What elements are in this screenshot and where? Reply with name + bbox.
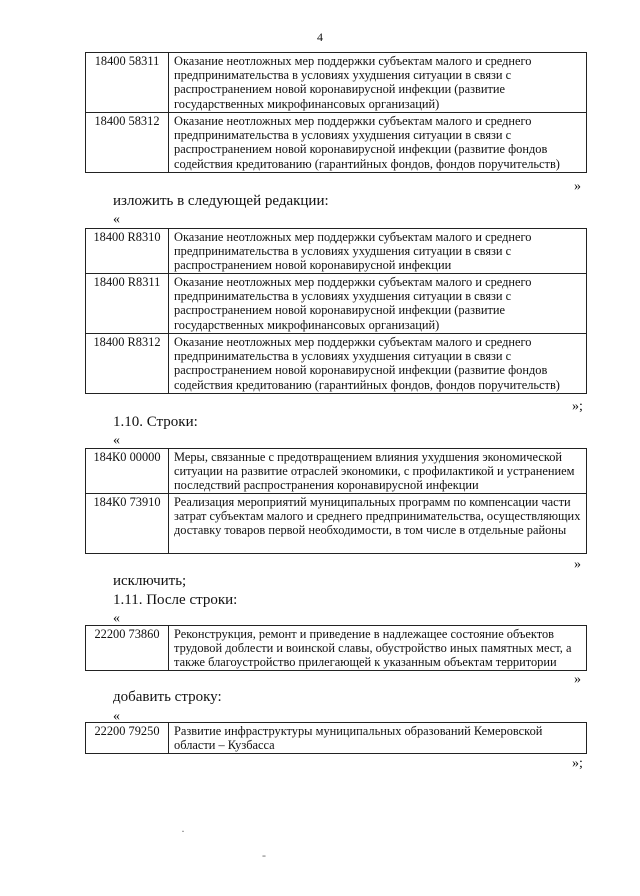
classification-description: Оказание неотложных мер поддержки субъектам малого и среднего предпринимательства в условиях ухудшения ситуации в связи с распространением новой коронавирусной инфекции (развитие государственных микрофинансовых организаций) xyxy=(169,274,587,334)
classification-code: 18400 R8310 xyxy=(86,229,169,274)
table-row xyxy=(86,113,587,173)
classification-description: Реализация мероприятий муниципальных программ по компенсации части затрат субъектам малого и среднего предпринимательства, осуществляющих доставку товаров первой необходимости, в том числе в отдельные районы xyxy=(169,494,587,554)
table-row xyxy=(86,334,587,394)
table-row xyxy=(86,449,587,494)
opening-quote: « xyxy=(113,611,120,626)
classification-code: 18400 R8312 xyxy=(86,334,169,394)
instruction-text: добавить строку: xyxy=(113,689,222,705)
instruction-text: изложить в следующей редакции: xyxy=(113,193,329,209)
opening-quote: « xyxy=(113,709,120,724)
classification-code: 22200 79250 xyxy=(86,723,169,754)
table-row xyxy=(86,274,587,334)
classification-description: Меры, связанные с предотвращением влияния ухудшения экономической ситуации на развитие отраслей экономики, с профилактикой и устранением последствий распространения коронавирусной инфекции xyxy=(169,449,587,494)
classification-description: Оказание неотложных мер поддержки субъектам малого и среднего предпринимательства в условиях ухудшения ситуации в связи с распространением новой коронавирусной инфекции (развитие фондов содействия кредитованию (гарантийных фондов, фондов поручительств) xyxy=(169,334,587,394)
classification-code: 18400 58312 xyxy=(86,113,169,173)
closing-quote: » xyxy=(574,672,581,687)
table-row xyxy=(86,494,587,554)
classification-description: Развитие инфраструктуры муниципальных образований Кемеровской области – Кузбасса xyxy=(169,723,587,754)
opening-quote: « xyxy=(113,212,120,227)
classification-code: 22200 73860 xyxy=(86,626,169,671)
page-number: 4 xyxy=(317,30,323,44)
budget-table-new-edition xyxy=(85,228,587,394)
scan-speck: - xyxy=(262,848,266,862)
classification-description: Оказание неотложных мер поддержки субъектам малого и среднего предпринимательства в условиях ухудшения ситуации в связи с распространением новой коронавирусной инфекции xyxy=(169,229,587,274)
budget-table-added-line xyxy=(85,722,587,754)
classification-description: Реконструкция, ремонт и приведение в надлежащее состояние объектов трудовой доблести и воинской славы, обустройство иных памятных мест, а также благоустройство прилегающей к указанным объектам территории xyxy=(169,626,587,671)
table-row xyxy=(86,53,587,113)
classification-code: 18400 58311 xyxy=(86,53,169,113)
instruction-text: исключить; xyxy=(113,573,187,589)
budget-table-lines xyxy=(85,448,587,554)
classification-description: Оказание неотложных мер поддержки субъектам малого и среднего предпринимательства в условиях ухудшения ситуации в связи с распространением новой коронавирусной инфекции (развитие государственных микрофинансовых организаций) xyxy=(169,53,587,113)
table-row xyxy=(86,229,587,274)
closing-quote: »; xyxy=(572,756,583,771)
section-heading: 1.11. После строки: xyxy=(113,592,238,608)
table-row xyxy=(86,626,587,671)
classification-code: 184К0 73910 xyxy=(86,494,169,554)
classification-code: 18400 R8311 xyxy=(86,274,169,334)
budget-table-original xyxy=(85,52,587,173)
closing-quote: » xyxy=(574,179,581,194)
scan-speck: · xyxy=(181,824,185,838)
classification-code: 184К0 00000 xyxy=(86,449,169,494)
opening-quote: « xyxy=(113,433,120,448)
table-row xyxy=(86,723,587,754)
section-heading: 1.10. Строки: xyxy=(113,414,198,430)
closing-quote: » xyxy=(574,557,581,572)
classification-description: Оказание неотложных мер поддержки субъектам малого и среднего предпринимательства в условиях ухудшения ситуации в связи с распространением новой коронавирусной инфекции (развитие фондов содействия кредитованию (гарантийных фондов, фондов поручительств) xyxy=(169,113,587,173)
closing-quote: »; xyxy=(572,399,583,414)
budget-table-after-line xyxy=(85,625,587,671)
